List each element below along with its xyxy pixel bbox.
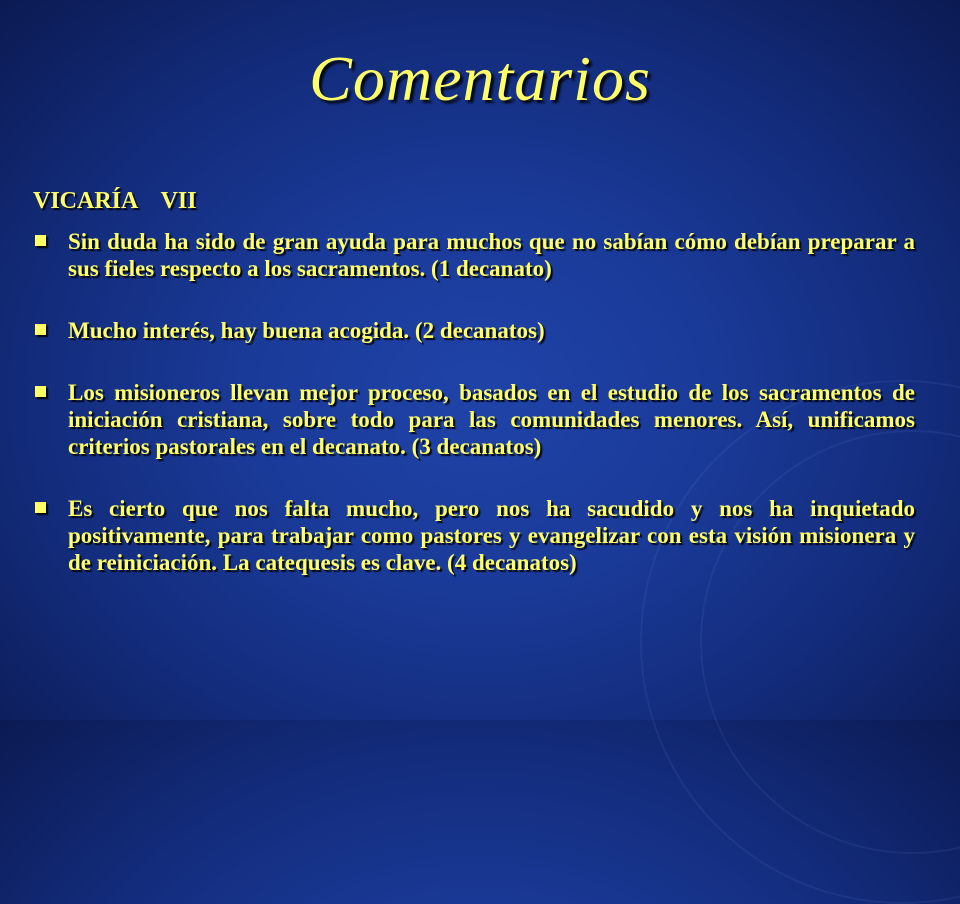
section-heading: VICARÍA VII	[33, 188, 197, 214]
square-bullet-icon	[35, 386, 46, 397]
bullet-item	[33, 228, 915, 282]
bullet-text: Sin duda ha sido de gran ayuda para muchos que no sabían cómo debían preparar a sus fieles respecto a los sacramentos. (1 decanato)	[68, 229, 915, 281]
square-bullet-icon	[35, 235, 46, 246]
bullet-text: Mucho interés, hay buena acogida. (2 decanatos)	[68, 318, 545, 343]
bullet-text: Los misioneros llevan mejor proceso, basados en el estudio de los sacramentos de iniciación cristiana, sobre todo para las comunidades menores. Así, unificamos criterios pastorales en el decanato. (3 decanatos)	[68, 380, 915, 459]
square-bullet-icon	[35, 502, 46, 513]
bullet-item	[33, 495, 915, 576]
square-bullet-icon	[35, 324, 46, 335]
bullet-item	[33, 379, 915, 460]
bullet-list	[33, 228, 915, 576]
bullet-item	[33, 317, 915, 344]
slide-content	[33, 188, 915, 611]
slide-title: Comentarios	[309, 43, 651, 114]
bullet-text: Es cierto que nos falta mucho, pero nos ha sacudido y nos ha inquietado positivamente, para trabajar como pastores y evangelizar con esta visión misionera y de reiniciación. La catequesis es clave. (4 decanatos)	[68, 496, 915, 575]
